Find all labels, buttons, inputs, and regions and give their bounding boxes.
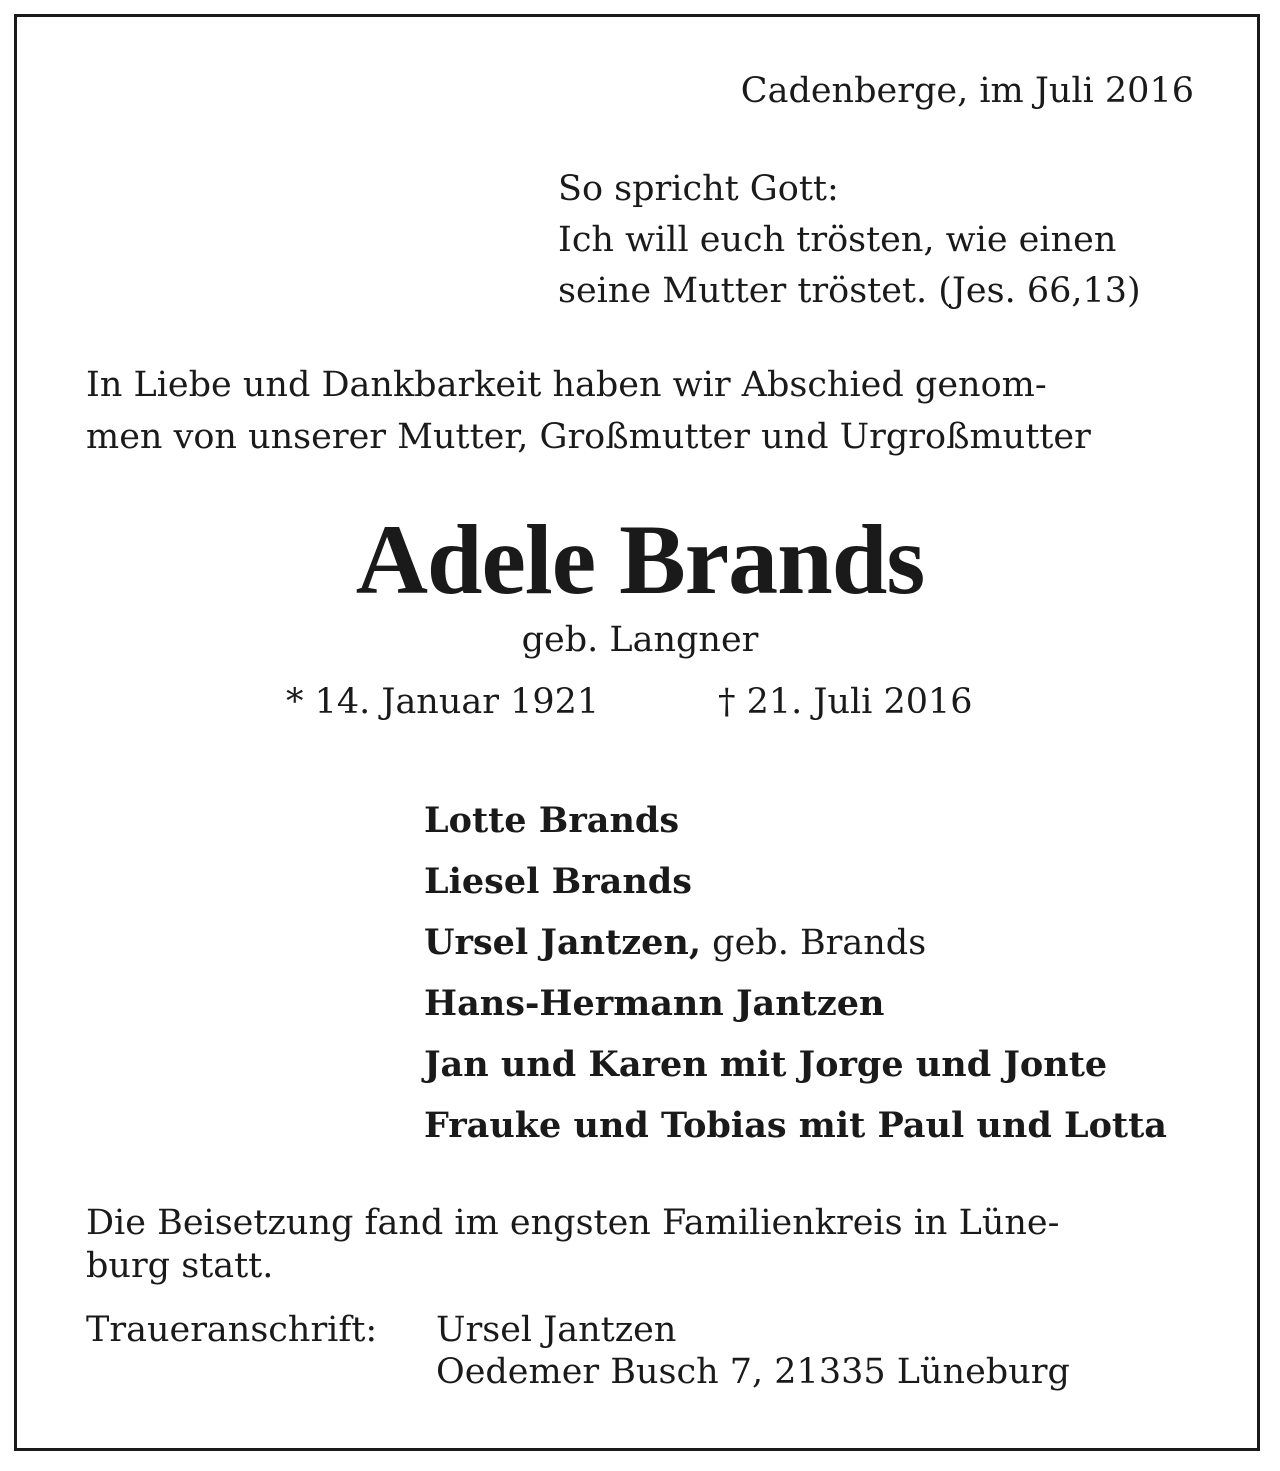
deceased-name: Adele Brands xyxy=(355,504,925,615)
mourner-name: Jan und Karen mit Jorge und Jonte xyxy=(424,1044,1108,1085)
address-label: Traueranschrift: xyxy=(86,1310,378,1350)
death-date: † 21. Juli 2016 xyxy=(718,682,973,722)
mourner-name: Frauke und Tobias mit Paul und Lotta xyxy=(424,1105,1167,1146)
quote-line-1: So spricht Gott: xyxy=(558,169,839,209)
mourner-item xyxy=(424,796,679,846)
quote-line-3: seine Mutter tröstet. (Jes. 66,13) xyxy=(558,271,1141,311)
mourner-item xyxy=(424,918,926,968)
mourner-name: Liesel Brands xyxy=(424,861,692,902)
address-street: Oedemer Busch 7, 21335 Lüneburg xyxy=(436,1352,1070,1392)
intro-line-1: In Liebe und Dankbarkeit haben wir Abschied genom- xyxy=(86,365,1047,405)
birth-date: * 14. Januar 1921 xyxy=(286,682,600,722)
address-name: Ursel Jantzen xyxy=(436,1310,677,1350)
mourner-name: Lotte Brands xyxy=(424,800,680,841)
burial-line-1: Die Beisetzung fand im engsten Familienkreis in Lüne- xyxy=(86,1203,1060,1243)
place-date: Cadenberge, im Juli 2016 xyxy=(740,71,1194,111)
mourner-suffix: geb. Brands xyxy=(701,923,927,963)
mourner-name: Ursel Jantzen, xyxy=(424,922,702,963)
mourner-item xyxy=(424,979,884,1029)
intro-line-2: men von unserer Mutter, Großmutter und Urgroßmutter xyxy=(86,417,1091,457)
quote-line-2: Ich will euch trösten, wie einen xyxy=(558,220,1117,260)
mourner-name: Hans-Hermann Jantzen xyxy=(424,983,885,1024)
mourner-item xyxy=(424,857,692,907)
burial-line-2: burg statt. xyxy=(86,1246,274,1286)
mourner-item xyxy=(424,1040,1107,1090)
maiden-name: geb. Langner xyxy=(521,620,759,660)
mourner-item xyxy=(424,1101,1167,1151)
